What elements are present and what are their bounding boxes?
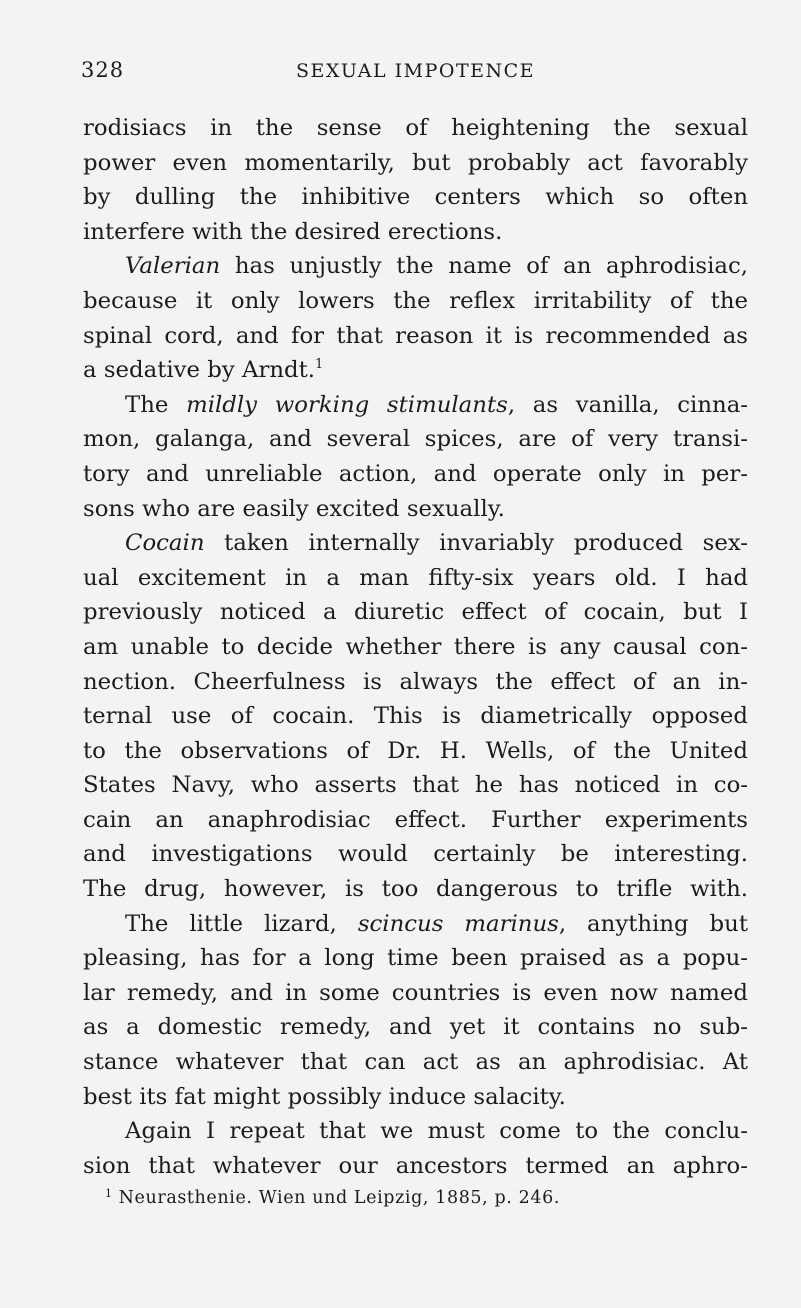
footnote bbox=[83, 1186, 748, 1210]
footnote-marker: 1 bbox=[105, 1187, 113, 1201]
text-line: tory and unreliable action, and operate only in per- bbox=[83, 460, 748, 487]
text-fragment: a sedative by Arndt. bbox=[83, 357, 316, 384]
text-line: lar remedy, and in some countries is even now named bbox=[83, 979, 748, 1006]
footnote-text: Neurasthenie. Wien und Leipzig, 1885, p. 246. bbox=[118, 1188, 560, 1209]
text-line: stance whatever that can act as an aphrodisiac. At bbox=[83, 1049, 748, 1076]
text-line: and investigations would certainly be interesting. bbox=[83, 841, 748, 868]
text-line: sons who are easily excited sexually. bbox=[83, 495, 505, 522]
text-line: to the observations of Dr. H. Wells, of the United bbox=[83, 737, 748, 764]
text-line: The drug, however, is too dangerous to trifle with. bbox=[83, 876, 748, 903]
text-line bbox=[83, 388, 748, 423]
text-fragment: , anything but bbox=[558, 910, 748, 937]
text-fragment: The bbox=[125, 391, 169, 418]
text-line: nection. Cheerfulness is always the effect of an in- bbox=[83, 668, 748, 695]
text-line bbox=[83, 526, 748, 561]
text-line bbox=[83, 249, 748, 284]
italic-term-valerian: Valerian bbox=[125, 253, 221, 280]
text-line: mon, galanga, and several spices, are of very transi- bbox=[83, 426, 748, 453]
text-line: sion that whatever our ancestors termed an aphro- bbox=[83, 1152, 748, 1179]
text-line: as a domestic remedy, and yet it contains no sub- bbox=[83, 1014, 748, 1041]
italic-term-cocain: Cocain bbox=[125, 530, 205, 557]
text-fragment: , as vanilla, cinna- bbox=[507, 391, 748, 418]
text-line: spinal cord, and for that reason it is recommended as bbox=[83, 322, 748, 349]
text-line: cain an anaphrodisiac effect. Further experiments bbox=[83, 806, 748, 833]
book-page bbox=[83, 50, 748, 1210]
body-text bbox=[83, 111, 748, 1183]
text-line bbox=[83, 907, 748, 942]
italic-term-scincus: scincus marinus bbox=[357, 910, 559, 937]
page-header bbox=[83, 50, 748, 90]
text-line: because it only lowers the reflex irritability of the bbox=[83, 287, 748, 314]
page-number: 328 bbox=[81, 58, 125, 82]
text-line: best its fat might possibly induce salacity. bbox=[83, 1083, 566, 1110]
text-fragment: taken internally invariably produced sex- bbox=[224, 530, 748, 557]
text-line: power even momentarily, but probably act favorably bbox=[83, 149, 748, 176]
text-line: am unable to decide whether there is any causal con- bbox=[83, 633, 748, 660]
text-line bbox=[83, 353, 748, 388]
running-title: SEXUAL IMPOTENCE bbox=[295, 60, 536, 82]
text-line: by dulling the inhibitive centers which so often bbox=[83, 184, 748, 211]
text-fragment: has unjustly the name of an aphrodisiac, bbox=[234, 253, 749, 280]
footnote-reference: 1 bbox=[315, 357, 324, 373]
text-line: pleasing, has for a long time been praised as a popu- bbox=[83, 945, 748, 972]
text-line: rodisiacs in the sense of heightening the sexual bbox=[83, 115, 748, 141]
text-line: States Navy, who asserts that he has noticed in co- bbox=[83, 772, 748, 799]
text-line: ternal use of cocain. This is diametrically opposed bbox=[83, 703, 748, 730]
text-fragment: The little lizard, bbox=[125, 910, 337, 937]
italic-term-mildly-working: mildly working stimulants bbox=[186, 391, 508, 418]
text-line: previously noticed a diuretic effect of cocain, but I bbox=[83, 599, 748, 626]
text-line: ual excitement in a man fifty-six years old. I had bbox=[83, 564, 748, 591]
text-line: interfere with the desired erections. bbox=[83, 218, 503, 245]
text-line: Again I repeat that we must come to the conclu- bbox=[125, 1118, 748, 1145]
